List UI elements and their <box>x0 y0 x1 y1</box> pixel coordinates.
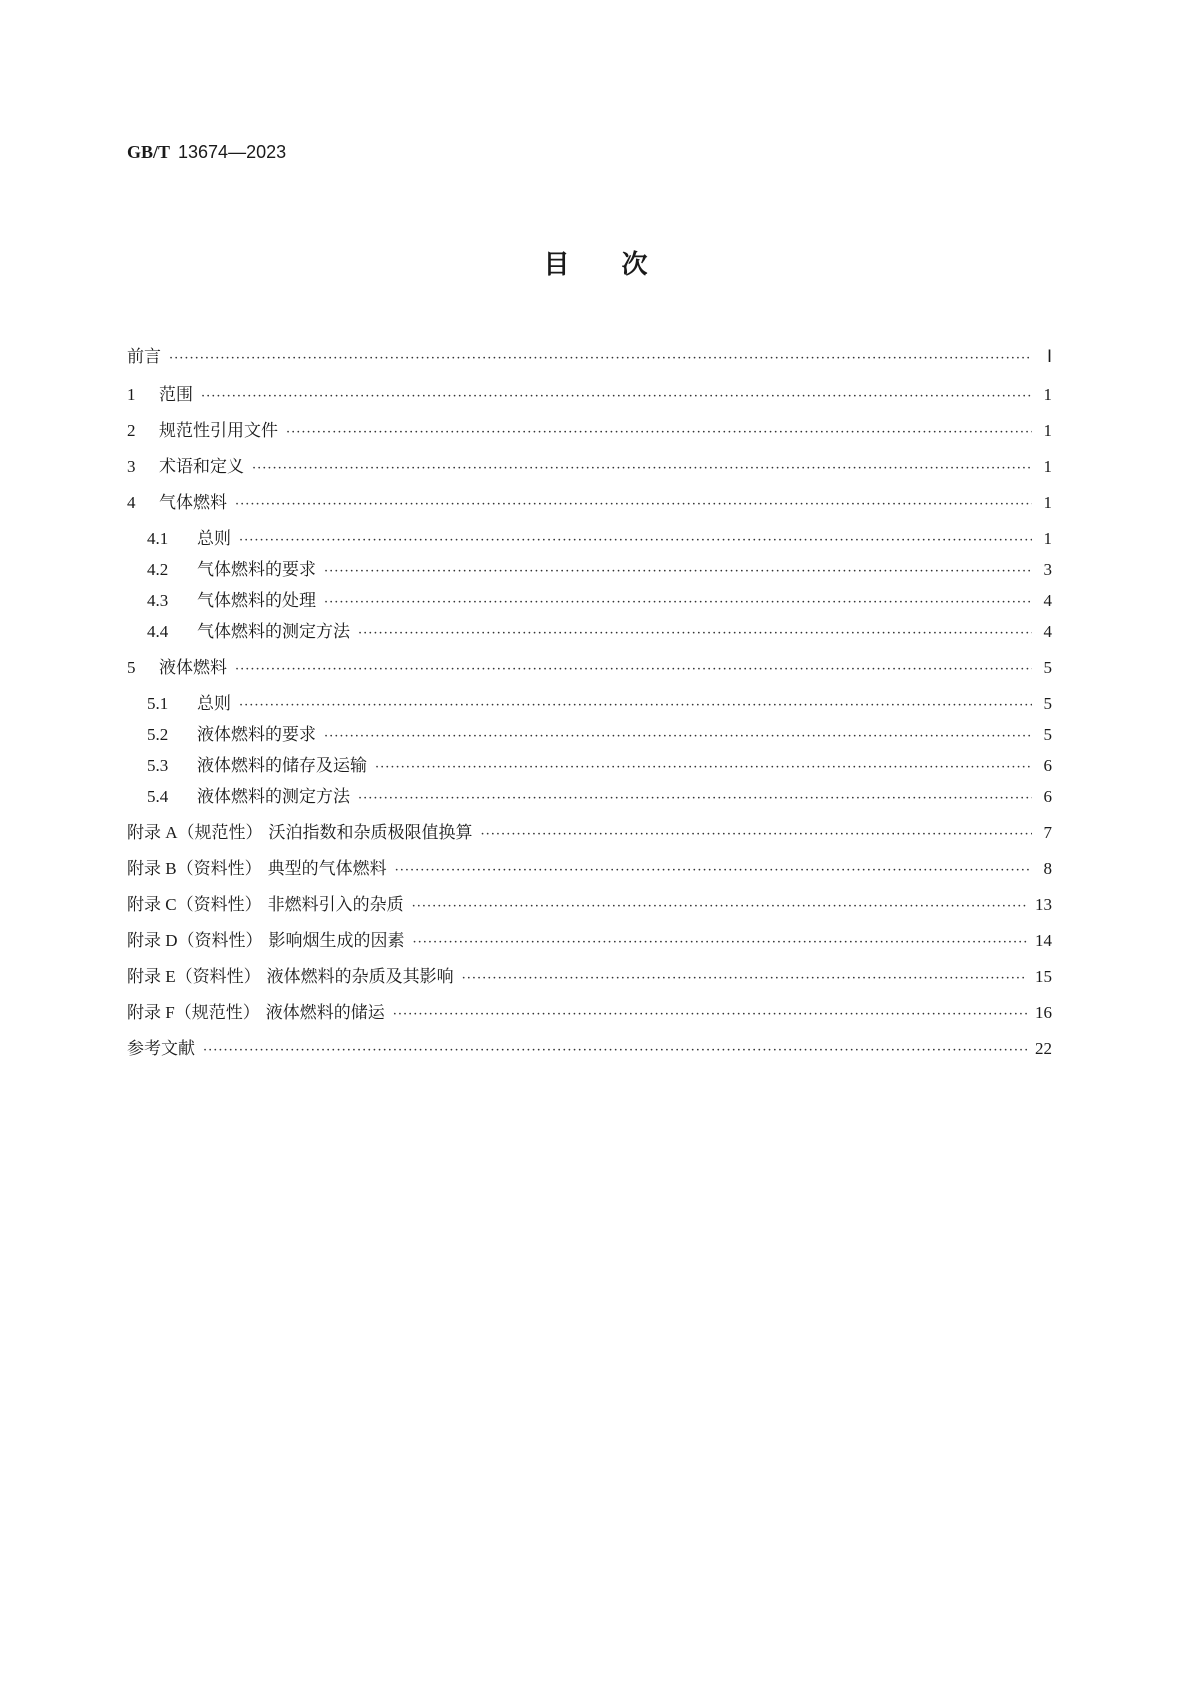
toc-page-number: 5 <box>1043 694 1052 713</box>
toc-page-number: 8 <box>1043 859 1052 878</box>
toc-entry-number: 1 <box>127 385 136 404</box>
toc-entry-label: 非燃料引入的杂质 <box>267 895 404 915</box>
standard-prefix: GB/T <box>127 142 171 162</box>
toc-entry[interactable] <box>147 689 1052 713</box>
toc-page-number: 5 <box>1043 725 1052 744</box>
toc-entry[interactable] <box>127 416 1052 440</box>
toc-entry[interactable] <box>147 782 1052 806</box>
leader-dots <box>481 827 1032 842</box>
toc-entry[interactable] <box>127 1034 1052 1058</box>
toc-page-number: Ⅰ <box>1046 347 1052 366</box>
toc-entry-number: 5 <box>127 658 136 677</box>
toc-page-number: 15 <box>1035 967 1052 986</box>
leader-dots <box>358 791 1032 806</box>
toc-entry[interactable] <box>127 452 1052 476</box>
toc-entry-label: 沃泊指数和杂质极限值换算 <box>268 823 473 843</box>
toc-entry-label: 液体燃料的杂质及其影响 <box>266 967 454 987</box>
toc-entry-title <box>147 782 350 807</box>
toc-entry[interactable] <box>147 524 1052 548</box>
toc-entry-label: 总则 <box>197 529 231 549</box>
toc-entry-title <box>147 586 316 611</box>
toc-page-number: 5 <box>1043 658 1052 677</box>
toc-entry-label: 液体燃料的储运 <box>265 1003 385 1023</box>
toc-entry-label: 范围 <box>159 385 193 405</box>
toc-entry-label: 气体燃料 <box>159 493 227 513</box>
leader-dots <box>324 564 1032 579</box>
toc-entry-number: 5.2 <box>147 725 169 744</box>
leader-dots <box>286 425 1032 440</box>
standard-number: 13674—2023 <box>178 142 287 162</box>
toc-entry-label: 术语和定义 <box>159 457 244 477</box>
toc-entry[interactable] <box>127 380 1052 404</box>
leader-dots <box>395 863 1032 878</box>
toc-entry-label: 气体燃料的要求 <box>197 560 316 580</box>
toc-entry-title <box>127 818 473 843</box>
toc-entry-number: 附录 F（规范性） <box>127 1003 260 1022</box>
toc-entry-title <box>127 452 244 477</box>
toc-entry[interactable] <box>127 488 1052 512</box>
toc-entry-title <box>147 751 367 776</box>
toc-entry-title <box>147 617 350 642</box>
toc-entry[interactable] <box>147 617 1052 641</box>
toc-entry[interactable] <box>127 962 1052 986</box>
toc-entry-label: 影响烟生成的因素 <box>268 931 405 951</box>
leader-dots <box>239 698 1032 713</box>
toc-entry[interactable] <box>147 751 1052 775</box>
leader-dots <box>375 760 1032 775</box>
toc-entry-number: 2 <box>127 421 136 440</box>
toc-entry[interactable] <box>127 890 1052 914</box>
toc-entry-title <box>127 653 227 678</box>
toc-entry-label: 气体燃料的处理 <box>197 591 316 611</box>
toc-entry-label: 液体燃料 <box>159 658 227 678</box>
toc-entry-number: 5.3 <box>147 756 169 775</box>
toc-entry-title <box>127 998 385 1023</box>
toc-entry-title <box>127 890 404 915</box>
toc-page-number: 1 <box>1043 529 1052 548</box>
toc-entry-title <box>127 416 278 441</box>
toc-page-number: 1 <box>1043 421 1052 440</box>
toc-page-number: 1 <box>1043 457 1052 476</box>
toc-entry[interactable] <box>147 555 1052 579</box>
standard-code <box>127 142 286 163</box>
toc-entry-number: 3 <box>127 457 136 476</box>
toc-entry-label: 气体燃料的测定方法 <box>197 622 350 642</box>
toc-entry-number: 附录 A（规范性） <box>127 823 263 842</box>
toc-entry-number: 4.2 <box>147 560 169 579</box>
toc-entry-title <box>127 380 193 405</box>
toc-page-number: 7 <box>1043 823 1052 842</box>
toc-entry[interactable] <box>147 720 1052 744</box>
toc-page-number: 4 <box>1043 591 1052 610</box>
toc-entry-label: 液体燃料的要求 <box>197 725 316 745</box>
toc-entry-title <box>147 689 231 714</box>
leader-dots <box>393 1007 1027 1022</box>
toc-entry-number: 5.4 <box>147 787 169 806</box>
leader-dots <box>169 351 1032 366</box>
leader-dots <box>239 533 1032 548</box>
toc-entry-label: 典型的气体燃料 <box>267 859 387 879</box>
toc-entry-title <box>127 854 387 879</box>
toc-entry[interactable] <box>147 586 1052 610</box>
toc-page-number: 14 <box>1035 931 1052 950</box>
toc-entry[interactable] <box>127 926 1052 950</box>
toc-page-number: 13 <box>1035 895 1052 914</box>
leader-dots <box>324 729 1032 744</box>
toc-entry-number: 4 <box>127 493 136 512</box>
leader-dots <box>412 899 1027 914</box>
leader-dots <box>201 389 1032 404</box>
toc-page-number: 4 <box>1043 622 1052 641</box>
leader-dots <box>324 595 1032 610</box>
toc-entry-number: 附录 E（资料性） <box>127 967 261 986</box>
toc-page-number: 22 <box>1035 1039 1052 1058</box>
toc-entry-number: 附录 C（资料性） <box>127 895 262 914</box>
toc-page-number: 6 <box>1043 756 1052 775</box>
leader-dots <box>413 935 1027 950</box>
toc-entry-number: 附录 D（资料性） <box>127 931 263 950</box>
toc-entry[interactable] <box>127 342 1052 366</box>
toc-entry-title <box>127 488 227 513</box>
toc-page-number: 1 <box>1043 385 1052 404</box>
toc-entry-label: 规范性引用文件 <box>159 421 278 441</box>
toc-entry-number: 4.3 <box>147 591 169 610</box>
toc-entry-label: 参考文献 <box>127 1039 195 1059</box>
toc-entry[interactable] <box>127 854 1052 878</box>
leader-dots <box>235 662 1032 677</box>
leader-dots <box>462 971 1027 986</box>
toc-entry-number: 4.1 <box>147 529 169 548</box>
toc-entry-title <box>147 524 231 549</box>
toc-entry-title <box>147 555 316 580</box>
toc-page-number: 6 <box>1043 787 1052 806</box>
leader-dots <box>235 497 1032 512</box>
leader-dots <box>358 626 1032 641</box>
toc-entry[interactable] <box>127 653 1052 677</box>
toc-entry-title <box>127 926 405 951</box>
toc-entry-label: 液体燃料的储存及运输 <box>197 756 367 776</box>
leader-dots <box>203 1043 1027 1058</box>
toc-page-number: 16 <box>1035 1003 1052 1022</box>
toc-entry[interactable] <box>127 998 1052 1022</box>
page-title: 目次 <box>543 250 700 280</box>
toc-entry-title <box>127 1034 195 1059</box>
toc-entry-title <box>127 342 161 367</box>
toc-entry-label: 前言 <box>127 347 161 367</box>
toc-page-number: 3 <box>1043 560 1052 579</box>
toc-entry-number: 4.4 <box>147 622 169 641</box>
toc-entry-number: 5.1 <box>147 694 169 713</box>
toc-entry-label: 液体燃料的测定方法 <box>197 787 350 807</box>
toc-entry-number: 附录 B（资料性） <box>127 859 262 878</box>
leader-dots <box>252 461 1032 476</box>
toc-entry-label: 总则 <box>197 694 231 714</box>
toc-page-number: 1 <box>1043 493 1052 512</box>
toc-entry-title <box>147 720 316 745</box>
toc-entry[interactable] <box>127 818 1052 842</box>
toc-entry-title <box>127 962 454 987</box>
